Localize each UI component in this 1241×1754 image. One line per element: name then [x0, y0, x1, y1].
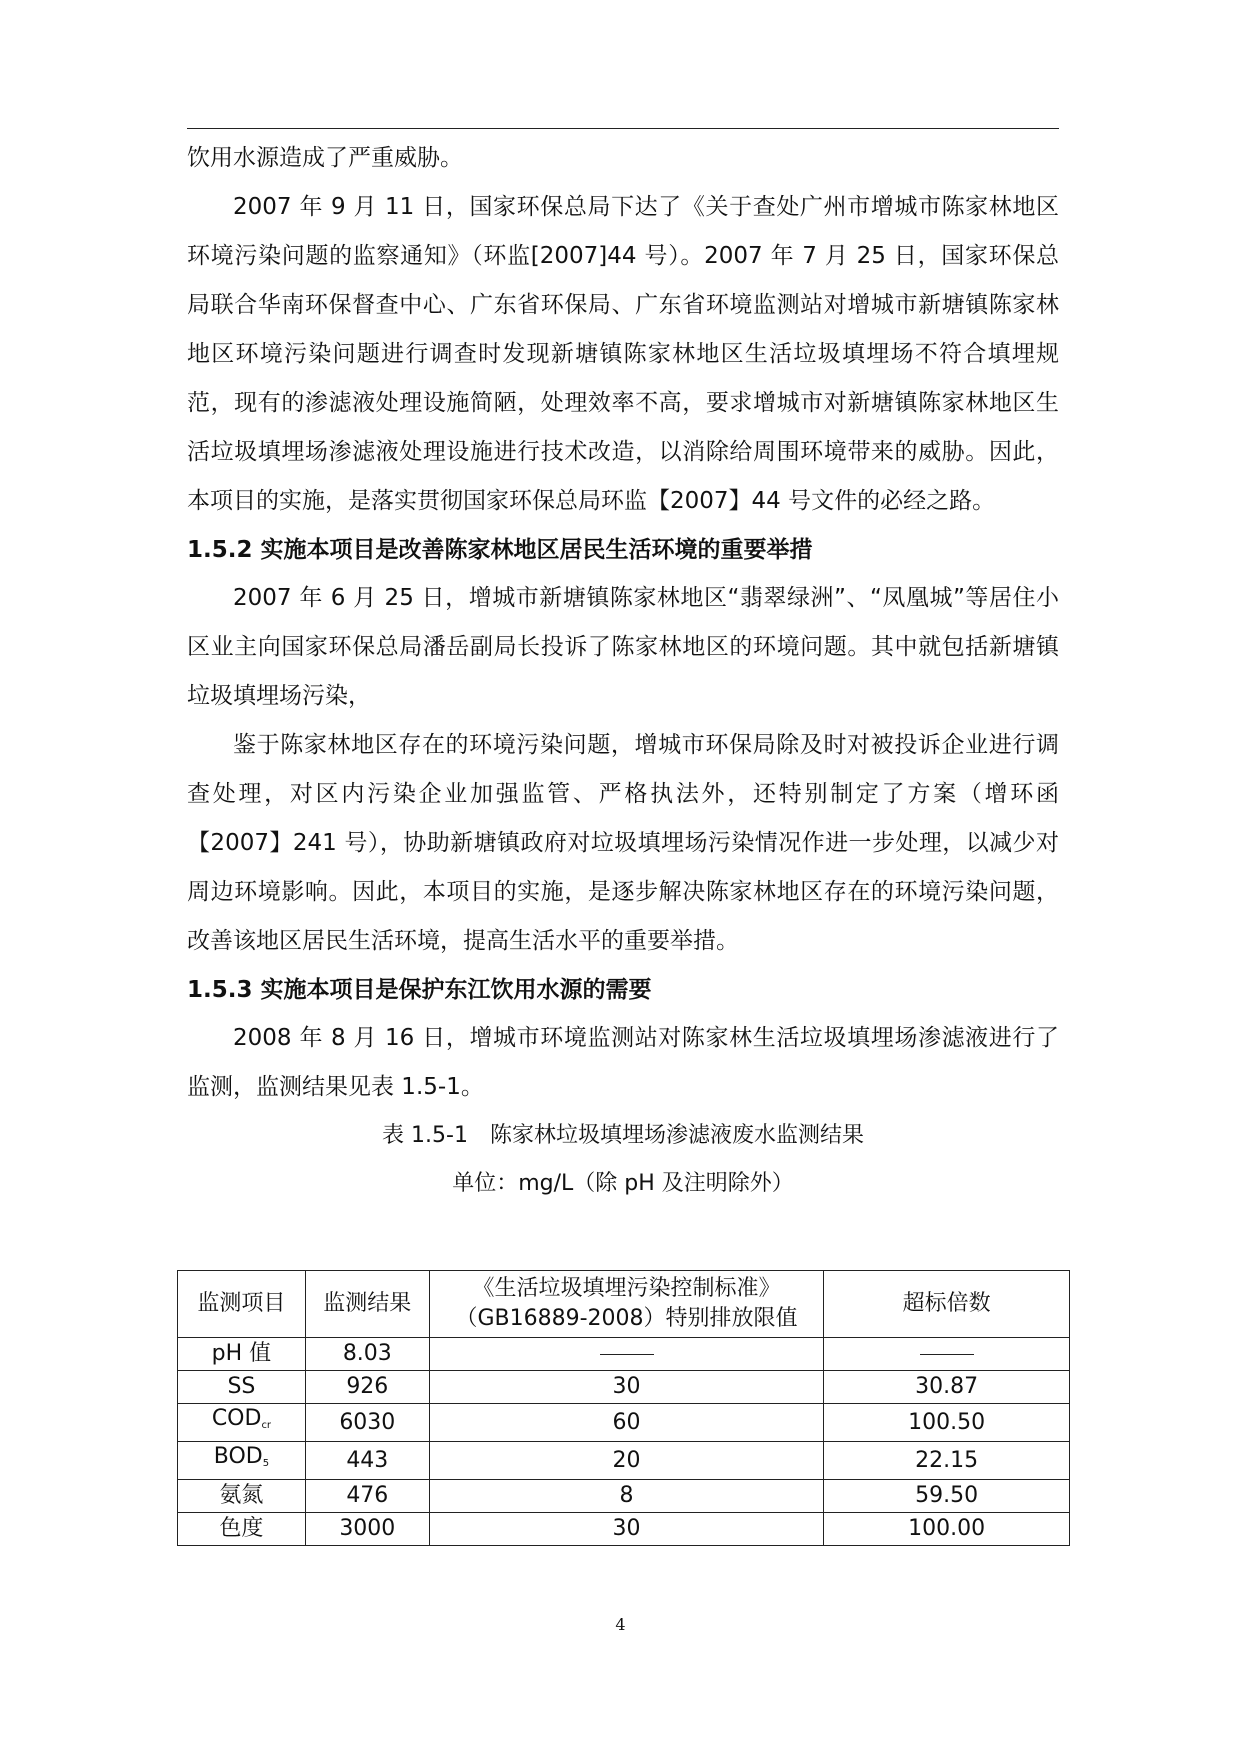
- item-subscript: 5: [262, 1458, 270, 1469]
- cell-item: [178, 1338, 306, 1371]
- item-subscript: cr: [261, 1420, 272, 1431]
- cell-exceed: 100.50: [824, 1404, 1070, 1442]
- item-name: COD: [211, 1406, 262, 1431]
- cell-result: 926: [305, 1371, 429, 1404]
- item-name: 色度: [219, 1516, 264, 1541]
- header-standard-line2: （GB16889-2008）特别排放限值: [455, 1306, 798, 1331]
- section-heading-1-5-3: 1.5.3 实施本项目是保护东江饮用水源的需要: [187, 977, 652, 1003]
- table-unit: 单位：mg/L（除 pH 及注明除外）: [452, 1171, 794, 1196]
- cell-limit: 60: [429, 1404, 824, 1442]
- table-header-row: [178, 1271, 1070, 1338]
- paragraph-complaint: 2007 年 6 月 25 日，增城市新塘镇陈家林地区“翡翠绿洲”、“凤凰城”等居住小区业主向国家环保总局潘岳副局长投诉了陈家林地区的环境问题。其中就包括新塘镇垃圾填埋场污染，: [187, 585, 1059, 709]
- cell-exceed: 30.87: [824, 1371, 1070, 1404]
- paragraph-notice: 2007 年 9 月 11 日，国家环保总局下达了《关于查处广州市增城市陈家林地区环境污染问题的监察通知》（环监[2007]44 号）。2007 年 7 月 25 日，国家环保总局联合华南环保督查中心、广东省环保局、广东省环境监测站对增城市新塘镇陈家林地区环境污染问题进行调查时发现新塘镇陈家林地区生活垃圾填埋场不符合填埋规范，现有的渗滤液处理设施简陋，处理效率不高，要求增城市对新塘镇陈家林地区生活垃圾填埋场渗滤液处理设施进行技术改造，以消除给周围环境带来的威胁。因此，本项目的实施，是落实贯彻国家环保总局环监【2007】44 号文件的必经之路。: [187, 194, 1059, 514]
- cell-item: [178, 1480, 306, 1513]
- header-result: 监测结果: [305, 1271, 429, 1338]
- cell-limit: 8: [429, 1480, 824, 1513]
- cell-item: [178, 1442, 306, 1480]
- header-exceed: 超标倍数: [824, 1271, 1070, 1338]
- paragraph-monitoring: 2008 年 8 月 16 日，增城市环境监测站对陈家林生活垃圾填埋场渗滤液进行了监测，监测结果见表 1.5-1。: [187, 1025, 1059, 1100]
- item-name: 氨氮: [219, 1483, 264, 1508]
- cell-result: 6030: [305, 1404, 429, 1442]
- cell-exceed: 22.15: [824, 1442, 1070, 1480]
- table-caption: 表 1.5-1 陈家林垃圾填埋场渗滤液废水监测结果: [382, 1123, 864, 1148]
- header-item: 监测项目: [178, 1271, 306, 1338]
- paragraph-measures: 鉴于陈家林地区存在的环境污染问题，增城市环保局除及时对被投诉企业进行调查处理，对区内污染企业加强监管、严格执法外，还特别制定了方案（增环函【2007】241 号），协助新塘镇政府对垃圾填埋场污染情况作进一步处理，以减少对周边环境影响。因此，本项目的实施，是逐步解决陈家林地区存在的环境污染问题，改善该地区居民生活环境，提高生活水平的重要举措。: [187, 732, 1059, 954]
- section-heading-1-5-2: 1.5.2 实施本项目是改善陈家林地区居民生活环境的重要举措: [187, 537, 813, 563]
- cell-result: 8.03: [305, 1338, 429, 1371]
- table-row: [178, 1513, 1070, 1546]
- table-row: [178, 1371, 1070, 1404]
- item-name: BOD: [213, 1444, 263, 1469]
- monitoring-results-table: [177, 1270, 1070, 1546]
- page-number: 4: [615, 1615, 626, 1634]
- header-rule: [187, 128, 1059, 129]
- cell-exceed: 100.00: [824, 1513, 1070, 1546]
- cell-limit: 30: [429, 1513, 824, 1546]
- header-standard: [429, 1271, 824, 1338]
- item-name: pH 值: [211, 1341, 272, 1366]
- cell-exceed: [824, 1338, 1070, 1371]
- cell-limit: 30: [429, 1371, 824, 1404]
- cell-result: 443: [305, 1442, 429, 1480]
- cell-result: 3000: [305, 1513, 429, 1546]
- dash-line: [920, 1354, 974, 1355]
- cell-item: [178, 1404, 306, 1442]
- cell-item: [178, 1371, 306, 1404]
- document-body: [187, 134, 1059, 1208]
- cell-exceed: 59.50: [824, 1480, 1070, 1513]
- paragraph-continuation: 饮用水源造成了严重威胁。: [187, 145, 463, 171]
- cell-limit: [429, 1338, 824, 1371]
- cell-result: 476: [305, 1480, 429, 1513]
- table-row: [178, 1442, 1070, 1480]
- table-row: [178, 1338, 1070, 1371]
- dash-line: [600, 1354, 654, 1355]
- header-standard-line1: 《生活垃圾填埋污染控制标准》: [472, 1276, 781, 1301]
- item-name: SS: [227, 1374, 256, 1399]
- cell-item: [178, 1513, 306, 1546]
- cell-limit: 20: [429, 1442, 824, 1480]
- table-row: [178, 1480, 1070, 1513]
- table-row: [178, 1404, 1070, 1442]
